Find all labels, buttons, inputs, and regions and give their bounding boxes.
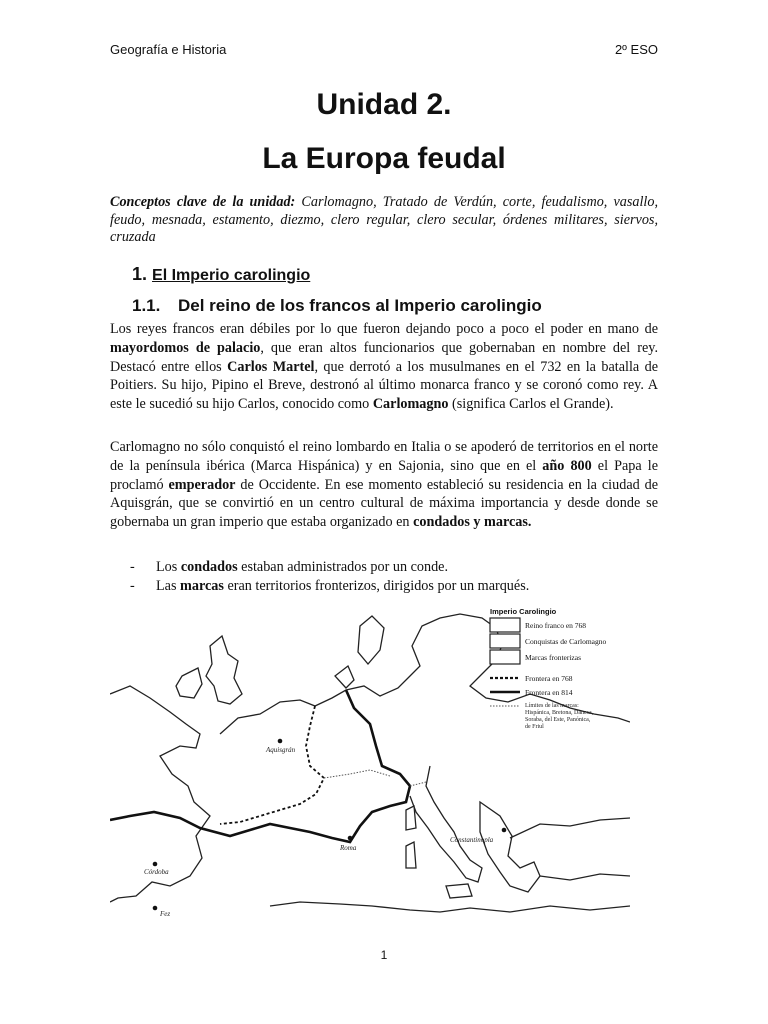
page-number: 1: [380, 948, 388, 962]
p1-text-e: , que derrotó a los musulmanes en el 732 en la batalla de Poitiers. Su hijo, Pipino el Breve, destronó al último monarca franco y se coronó como rey. A este le sucedió su hijo Carlos, conocido como: [110, 358, 658, 413]
legend-label: Marcas fronterizas: [525, 653, 582, 662]
legend-marks-note: Límites de las marcas:: [525, 703, 579, 709]
list-bold: marcas: [180, 578, 224, 594]
subsection-number: 1.1.: [132, 296, 161, 315]
header-subject: Geografía e Historia: [110, 42, 227, 57]
paragraph-1: [110, 320, 658, 414]
list-text: estaban administrados por un conde.: [237, 559, 449, 575]
header-course: 2º ESO: [614, 42, 658, 57]
section-title: El Imperio carolingio: [152, 267, 311, 284]
section-heading: [132, 264, 310, 285]
city-label: Fez: [160, 910, 171, 918]
subsection-heading: [132, 296, 542, 316]
key-concepts-label: Conceptos clave de la unidad:: [110, 194, 296, 210]
p2-text-a: Carlomagno no sólo conquistó el reino lombardo en Italia o se apoderó de territorios en el norte de la península ibérica (Marca Hispánica) y en Sajonia, sino que en el: [110, 439, 658, 474]
city-label: Córdoba: [144, 868, 169, 876]
section-number: 1.: [132, 264, 148, 284]
p1-bold-carlos-martel: Carlos Martel: [227, 358, 315, 375]
carolingian-empire-map: [110, 606, 630, 926]
unit-subtitle: La Europa feudal: [262, 142, 506, 175]
legend-marks-note: Hispánica, Bretona, Danesa,: [525, 710, 594, 716]
list-text: Las: [156, 578, 181, 594]
legend-label: Frontera en 814: [525, 688, 573, 697]
definition-list: [130, 558, 529, 596]
p1-text-g: (significa Carlos el Grande).: [448, 396, 614, 413]
p1-bold-mayordomos: mayordomos de palacio: [110, 339, 261, 356]
list-text: Los: [156, 559, 181, 575]
legend-marks-note: de Friul: [525, 724, 544, 730]
map-legend-title: Imperio Carolingio: [490, 607, 557, 616]
key-concepts-text: Carlomagno, Tratado de Verdún, corte, feudalismo, vasallo, feudo, mesnada, estamento, diezmo, clero regular, clero secular, órdenes militares, siervos, cruzada: [110, 194, 658, 245]
p2-bold-year: año 800: [542, 457, 592, 474]
subsection-title: Del reino de los francos al Imperio carolingio: [178, 296, 542, 315]
key-concepts: [110, 194, 658, 247]
map-legend-boxes: [490, 618, 520, 664]
p2-bold-condados: condados y marcas.: [413, 514, 532, 531]
p1-text-a: Los reyes francos eran débiles por lo que fueron dejando poco a poco el poder en mano de: [110, 321, 658, 337]
legend-label: Reino franco en 768: [525, 621, 587, 630]
list-item: [130, 577, 529, 596]
legend-label: Frontera en 768: [525, 674, 573, 683]
list-bold: condados: [180, 559, 238, 575]
unit-title: Unidad 2.: [316, 88, 452, 121]
legend-label: Conquistas de Carlomagno: [525, 637, 607, 646]
list-item: [130, 558, 529, 577]
city-label: Aquisgrán: [266, 746, 296, 754]
p1-bold-carlomagno: Carlomagno: [372, 396, 449, 413]
list-dash: -: [130, 559, 135, 575]
list-text: eran territorios fronterizos, dirigidos por un marqués.: [223, 578, 530, 594]
p2-bold-emperador: emperador: [168, 476, 236, 493]
city-label: Constantinopla: [450, 836, 494, 844]
city-label: Roma: [340, 844, 357, 852]
p2-text-c: el Papa le proclamó: [110, 457, 659, 493]
p2-text-e: de Occidente. En ese momento estableció su residencia en la ciudad de Aquisgrán, que se convirtió en un centro cultural de máxima importancia y desde donde se gobernaba un gran imperio que estaba organizado en: [110, 476, 659, 531]
list-dash: -: [130, 578, 135, 594]
p1-text-c: , que eran altos funcionarios que gobernaban en nombre del rey. Destacó entre ellos: [110, 339, 658, 375]
legend-marks-note: Soraba, del Este, Panónica,: [525, 717, 591, 723]
paragraph-2: [110, 438, 658, 532]
